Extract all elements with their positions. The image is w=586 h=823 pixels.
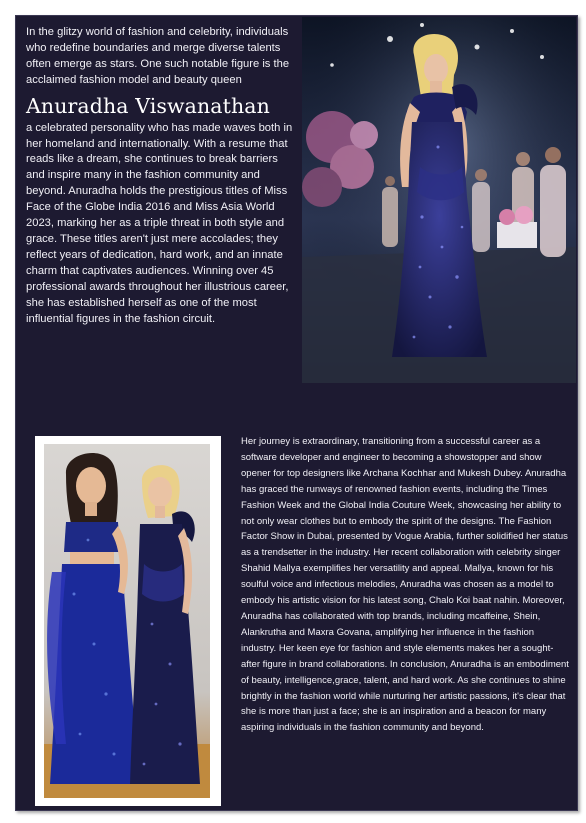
bio-left-paragraph: a celebrated personality who has made waves both in her homeland and internationally. With a resume that reads like a dream, she continues to break barriers and inspire many in the fashion community and beyond. Anuradha holds the prestigious titles of Miss Face of the Globe India 2016 and Miss Asia World 2023, marking her as a triple threat in both style and grace. These titles aren't just mere accolades; they reflect years of dedication, hard work, and an innate charm that captivates audiences. Winning over 45 professional awards throughout her illustrious career, she has established herself as one of the most influential figures in the fashion circuit. [26, 121, 293, 325]
profile-name-heading: Anuradha Viswanathan [26, 93, 270, 118]
intro-paragraph: In the glitzy world of fashion and celebrity, individuals who redefine boundaries and merge diverse talents often emerge as stars. One such notable figure is the acclaimed fashion model and beauty queen [26, 26, 290, 86]
left-text-column [26, 25, 296, 327]
magazine-page [15, 15, 578, 811]
right-text-column [241, 434, 571, 736]
runway-photo [302, 17, 576, 383]
bio-right-paragraph: Her journey is extraordinary, transitioning from a successful career as a software developer and engineer to becoming a showstopper and show opener for top designers like Archana Kochhar and Mukesh Dubey. Anuradha has graced the runways of renowned fashion events, including the Times Fashion Week and the Global India Couture Week, showcasing her ability to not only wear clothes but to embody the spirit of the designs. The Fashion Factor Show in Dubai, presented by Vogue Arabia, further solidified her status as a trendsetter in the industry. Her recent collaboration with celebrity singer Shahid Mallya exemplifies her versatility and appeal. Mallya, known for his soulful voice and infectious melodies, Anuradha was chosen as a model to embody his artistic vision for his latest song, Chalo Koi baat nahin. Moreover, Anuradha has collaborated with top brands, including mcaffeine, Shein, Alankrutha and Maxra Govana, amplifying her influence in the fashion industry. Her keen eye for fashion and style elements makes her a sought-after figure in brand collaborations. In conclusion, Anuradha is an embodiment of beauty, intelligence,grace, talent, and hard work. As she continues to shine brightly in the fashion world while nurturing her artistic passions, it's clear that she is more than just a face; she is an inspiration and a beacon for many aspiring individuals in the fashion community and beyond. [241, 436, 569, 734]
portrait-photo [44, 444, 210, 798]
portrait-photo-illustration [44, 444, 210, 798]
runway-photo-illustration [302, 17, 576, 383]
portrait-photo-frame [35, 436, 221, 806]
